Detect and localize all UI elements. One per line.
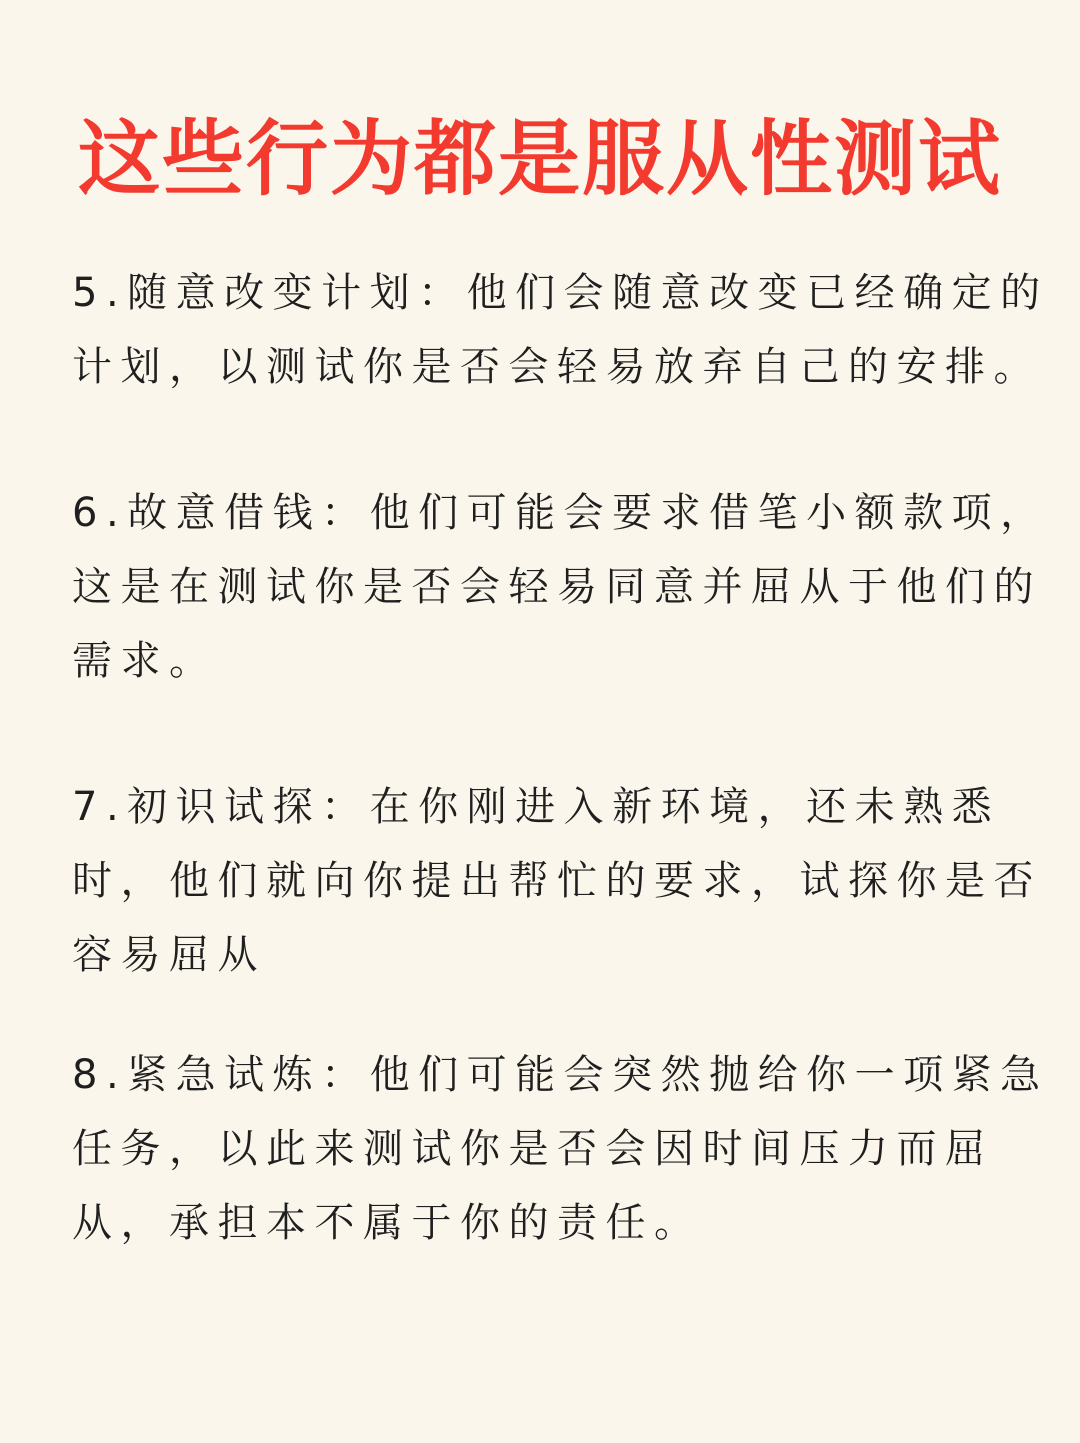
list-item-5: 5.随意改变计划：他们会随意改变已经确定的计划，以测试你是否会轻易放弃自己的安排。	[72, 270, 1049, 390]
page-title: 这些行为都是服从性测试	[77, 112, 1002, 207]
list-item-6: 6.故意借钱：他们可能会要求借笔小额款项，这是在测试你是否会轻易同意并屈从于他们的需求。	[72, 490, 1049, 684]
list-item-8: 8.紧急试炼：他们可能会突然抛给你一项紧急任务，以此来测试你是否会因时间压力而屈从，承担本不属于你的责任。	[72, 1052, 1049, 1246]
list-item-7: 7.初识试探：在你刚进入新环境，还未熟悉时，他们就向你提出帮忙的要求，试探你是否容易屈从	[72, 784, 1042, 978]
